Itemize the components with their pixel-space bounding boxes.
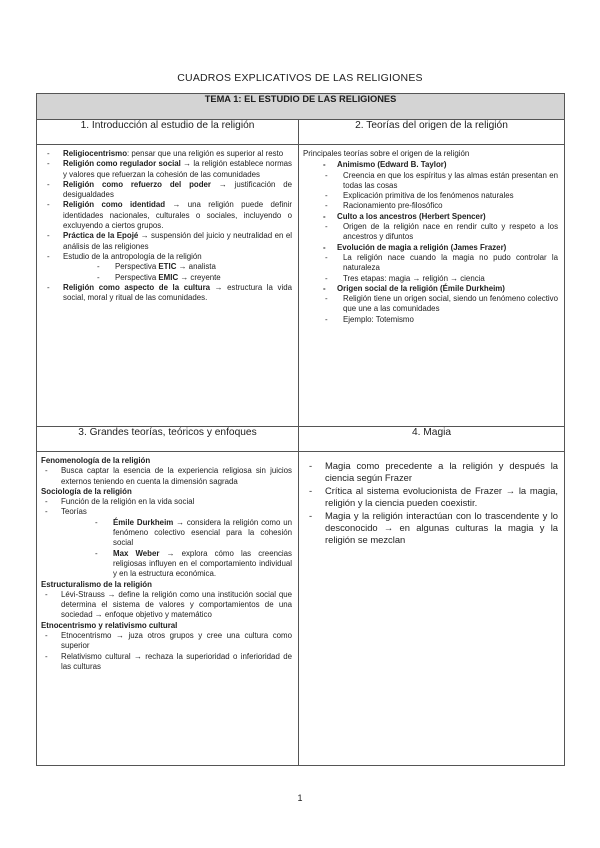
list-item: - Religión como regulador social → la religión establece normas y valores que refuerzan la cohesión de las comunidades (43, 159, 292, 180)
topic-banner: TEMA 1: EL ESTUDIO DE LAS RELIGIONES (37, 94, 565, 120)
list-item: - Práctica de la Epojé → suspensión del juicio y neutralidad en el análisis de las religiones (43, 231, 292, 252)
section-1-heading: 1. Introducción al estudio de la religión (37, 120, 299, 145)
list-item: - Religión como refuerzo del poder → justificación de desigualdades (43, 180, 292, 201)
list-item: - Teorías (41, 507, 292, 517)
theory-heading: - Evolución de magia a religión (James Frazer) (303, 243, 558, 253)
list-item: - Etnocentrismo → juza otros grupos y cree una cultura como superior (41, 631, 292, 652)
subsection-title: Etnocentrismo y relativismo cultural (41, 620, 178, 630)
list-item: - Lévi-Strauss → define la religión como una institución social que determina el sistema de valores y comportamientos de una sociedad → enfoque objetivo y matemático (41, 590, 292, 621)
section-2-cell (299, 145, 565, 427)
list-item: - Magia como precedente a la religión y después la ciencia según Frazer (305, 460, 558, 485)
list-item: - Busca captar la esencia de la experiencia religiosa sin juicios externos teniendo en cuenta la dimensión sagrada (41, 466, 292, 487)
theory-heading: - Culto a los ancestros (Herbert Spencer) (303, 212, 558, 222)
perspective-item: - Perspectiva EMIC → creyente (63, 273, 292, 283)
section-3-cell (37, 452, 299, 766)
theorist-item: - Max Weber → explora cómo las creencias religiosas influyen en el comportamiento individual y en la estructura económica. (61, 549, 292, 580)
list-item: - Creencia en que los espíritus y las almas están presentan en todas las cosas (303, 171, 558, 192)
list-item: - Religiocentrismo: pensar que una religión es superior al resto (43, 149, 292, 159)
religions-table (36, 93, 565, 766)
list-item: - Origen de la religión nace en rendir culto y respeto a los ancestros y difuntos (303, 222, 558, 243)
theory-heading: - Animismo (Edward B. Taylor) (303, 160, 558, 170)
list-item: - Religión como identidad → una religión puede definir identidades nacionales, culturales o sociales, incluyendo o excluyendo a ciertos grupos. (43, 200, 292, 231)
document-title: CUADROS EXPLICATIVOS DE LAS RELIGIONES (177, 72, 423, 84)
section-2-intro: Principales teorías sobre el origen de la religión (303, 149, 470, 158)
list-item: - Explicación primitiva de los fenómenos naturales (303, 191, 558, 201)
theorist-item: - Émile Durkheim → considera la religión como un fenómeno colectivo esencial para la cohesión social (61, 518, 292, 549)
list-item: - Religión como aspecto de la cultura → estructura la vida social, moral y ritual de las comunidades. (43, 283, 292, 304)
list-item: - Racionamiento pre-filosófico (303, 201, 558, 211)
perspective-item: - Perspectiva ETIC → analista (63, 262, 292, 272)
list-item: - Estudio de la antropología de la religión (43, 252, 292, 262)
section-4-heading: 4. Magia (299, 427, 565, 452)
list-item: - Función de la religión en la vida social (41, 497, 292, 507)
section-3-heading: 3. Grandes teorías, teóricos y enfoques (37, 427, 299, 452)
theory-heading: - Origen social de la religión (Émile Durkheim) (303, 284, 558, 294)
list-item: - Ejemplo: Totemismo (303, 315, 558, 325)
subsection-title: Sociología de la religión (41, 486, 132, 496)
page-number: 1 (297, 793, 303, 803)
section-4-cell (299, 452, 565, 766)
subsection-title: Estructuralismo de la religión (41, 579, 152, 589)
list-item: - Religión tiene un origen social, siendo un fenómeno colectivo que une a las comunidades (303, 294, 558, 315)
list-item: - Magia y la religión interactúan con lo trascendente y lo desconocido → en algunas culturas la magia y la religión se mezclan (305, 510, 558, 547)
section-2-heading: 2. Teorías del origen de la religión (299, 120, 565, 145)
list-item: - Relativismo cultural → rechaza la superioridad o inferioridad de las culturas (41, 652, 292, 673)
section-1-cell (37, 145, 299, 427)
subsection-title: Fenomenología de la religión (41, 456, 151, 465)
list-item: - Crítica al sistema evolucionista de Frazer → la magia, religión y la ciencia pueden coexistir. (305, 485, 558, 510)
list-item: - Tres etapas: magia → religión → ciencia (303, 274, 558, 284)
list-item: - La religión nace cuando la magia no pudo controlar la naturaleza (303, 253, 558, 274)
